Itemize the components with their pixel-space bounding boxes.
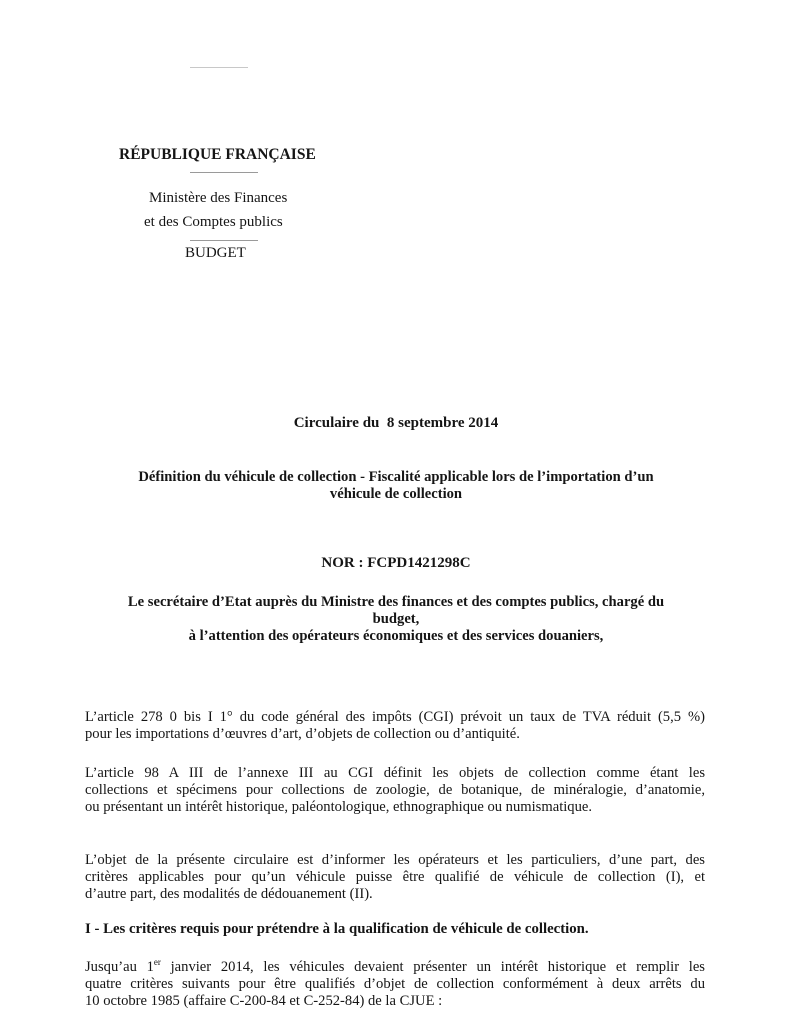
paragraph-2 (85, 765, 705, 816)
addressee-line-2: budget, (372, 611, 420, 627)
paragraph-line: collections et spécimens pour collections de zoologie, de botanique, de minéralogie, d’anatomie, (85, 782, 705, 798)
paragraph-line: ou présentant un intérêt historique, paléontologique, ethnographique ou numismatique. (85, 799, 593, 815)
paragraph-line: d’autre part, des modalités de dédouanement (II). (85, 886, 373, 902)
nor-reference: NOR : FCPD1421298C (321, 555, 471, 571)
addressee-line-1: Le secrétaire d’Etat auprès du Ministre des finances et des comptes publics, chargé du (127, 594, 665, 610)
circular-title: Circulaire du 8 septembre 2014 (293, 415, 499, 431)
paragraph-line: L’article 98 A III de l’annexe III au CGI définit les objets de collection comme étant les (85, 765, 705, 781)
header-divider-2 (190, 240, 258, 241)
subject-line-1: Définition du véhicule de collection - Fiscalité applicable lors de l’importation d’un (138, 469, 654, 485)
superscript: er (153, 957, 161, 968)
text-run: Jusqu’au 1 (85, 959, 154, 975)
country-heading: RÉPUBLIQUE FRANÇAISE (119, 146, 316, 163)
addressee-line-3: à l’attention des opérateurs économiques et des services douaniers, (188, 628, 604, 644)
section-1-heading: I - Les critères requis pour prétendre à la qualification de véhicule de collection. (85, 921, 589, 937)
paragraph-line: L’article 278 0 bis I 1° du code général des impôts (CGI) prévoit un taux de TVA réduit (5,5 %) (85, 709, 705, 725)
paragraph-line: critères applicables pour qu’un véhicule puisse être qualifié de véhicule de collection (I), et (85, 869, 705, 885)
paragraph-line (85, 959, 705, 976)
paragraph-line: L’objet de la présente circulaire est d’informer les opérateurs et les particuliers, d’une part, des (85, 852, 705, 868)
header-divider-1 (190, 172, 258, 173)
ministry-line-1: Ministère des Finances (149, 190, 288, 206)
ministry-line-2: et des Comptes publics (144, 214, 283, 230)
text-run: janvier 2014, les véhicules devaient présenter un intérêt historique et remplir les (160, 959, 705, 975)
paragraph-line: 10 octobre 1985 (affaire C-200-84 et C-252-84) de la CJUE : (85, 993, 443, 1009)
department-label: BUDGET (185, 245, 246, 261)
scan-mark-line (190, 67, 248, 68)
paragraph-3 (85, 852, 705, 903)
paragraph-line: quatre critères suivants pour être qualifiés d’objet de collection conformément à deux arrêts du (85, 976, 705, 992)
paragraph-1 (85, 709, 705, 743)
paragraph-line: pour les importations d’œuvres d’art, d’objets de collection ou d’antiquité. (85, 726, 520, 742)
subject-line-2: véhicule de collection (329, 486, 463, 502)
paragraph-4 (85, 959, 705, 1010)
